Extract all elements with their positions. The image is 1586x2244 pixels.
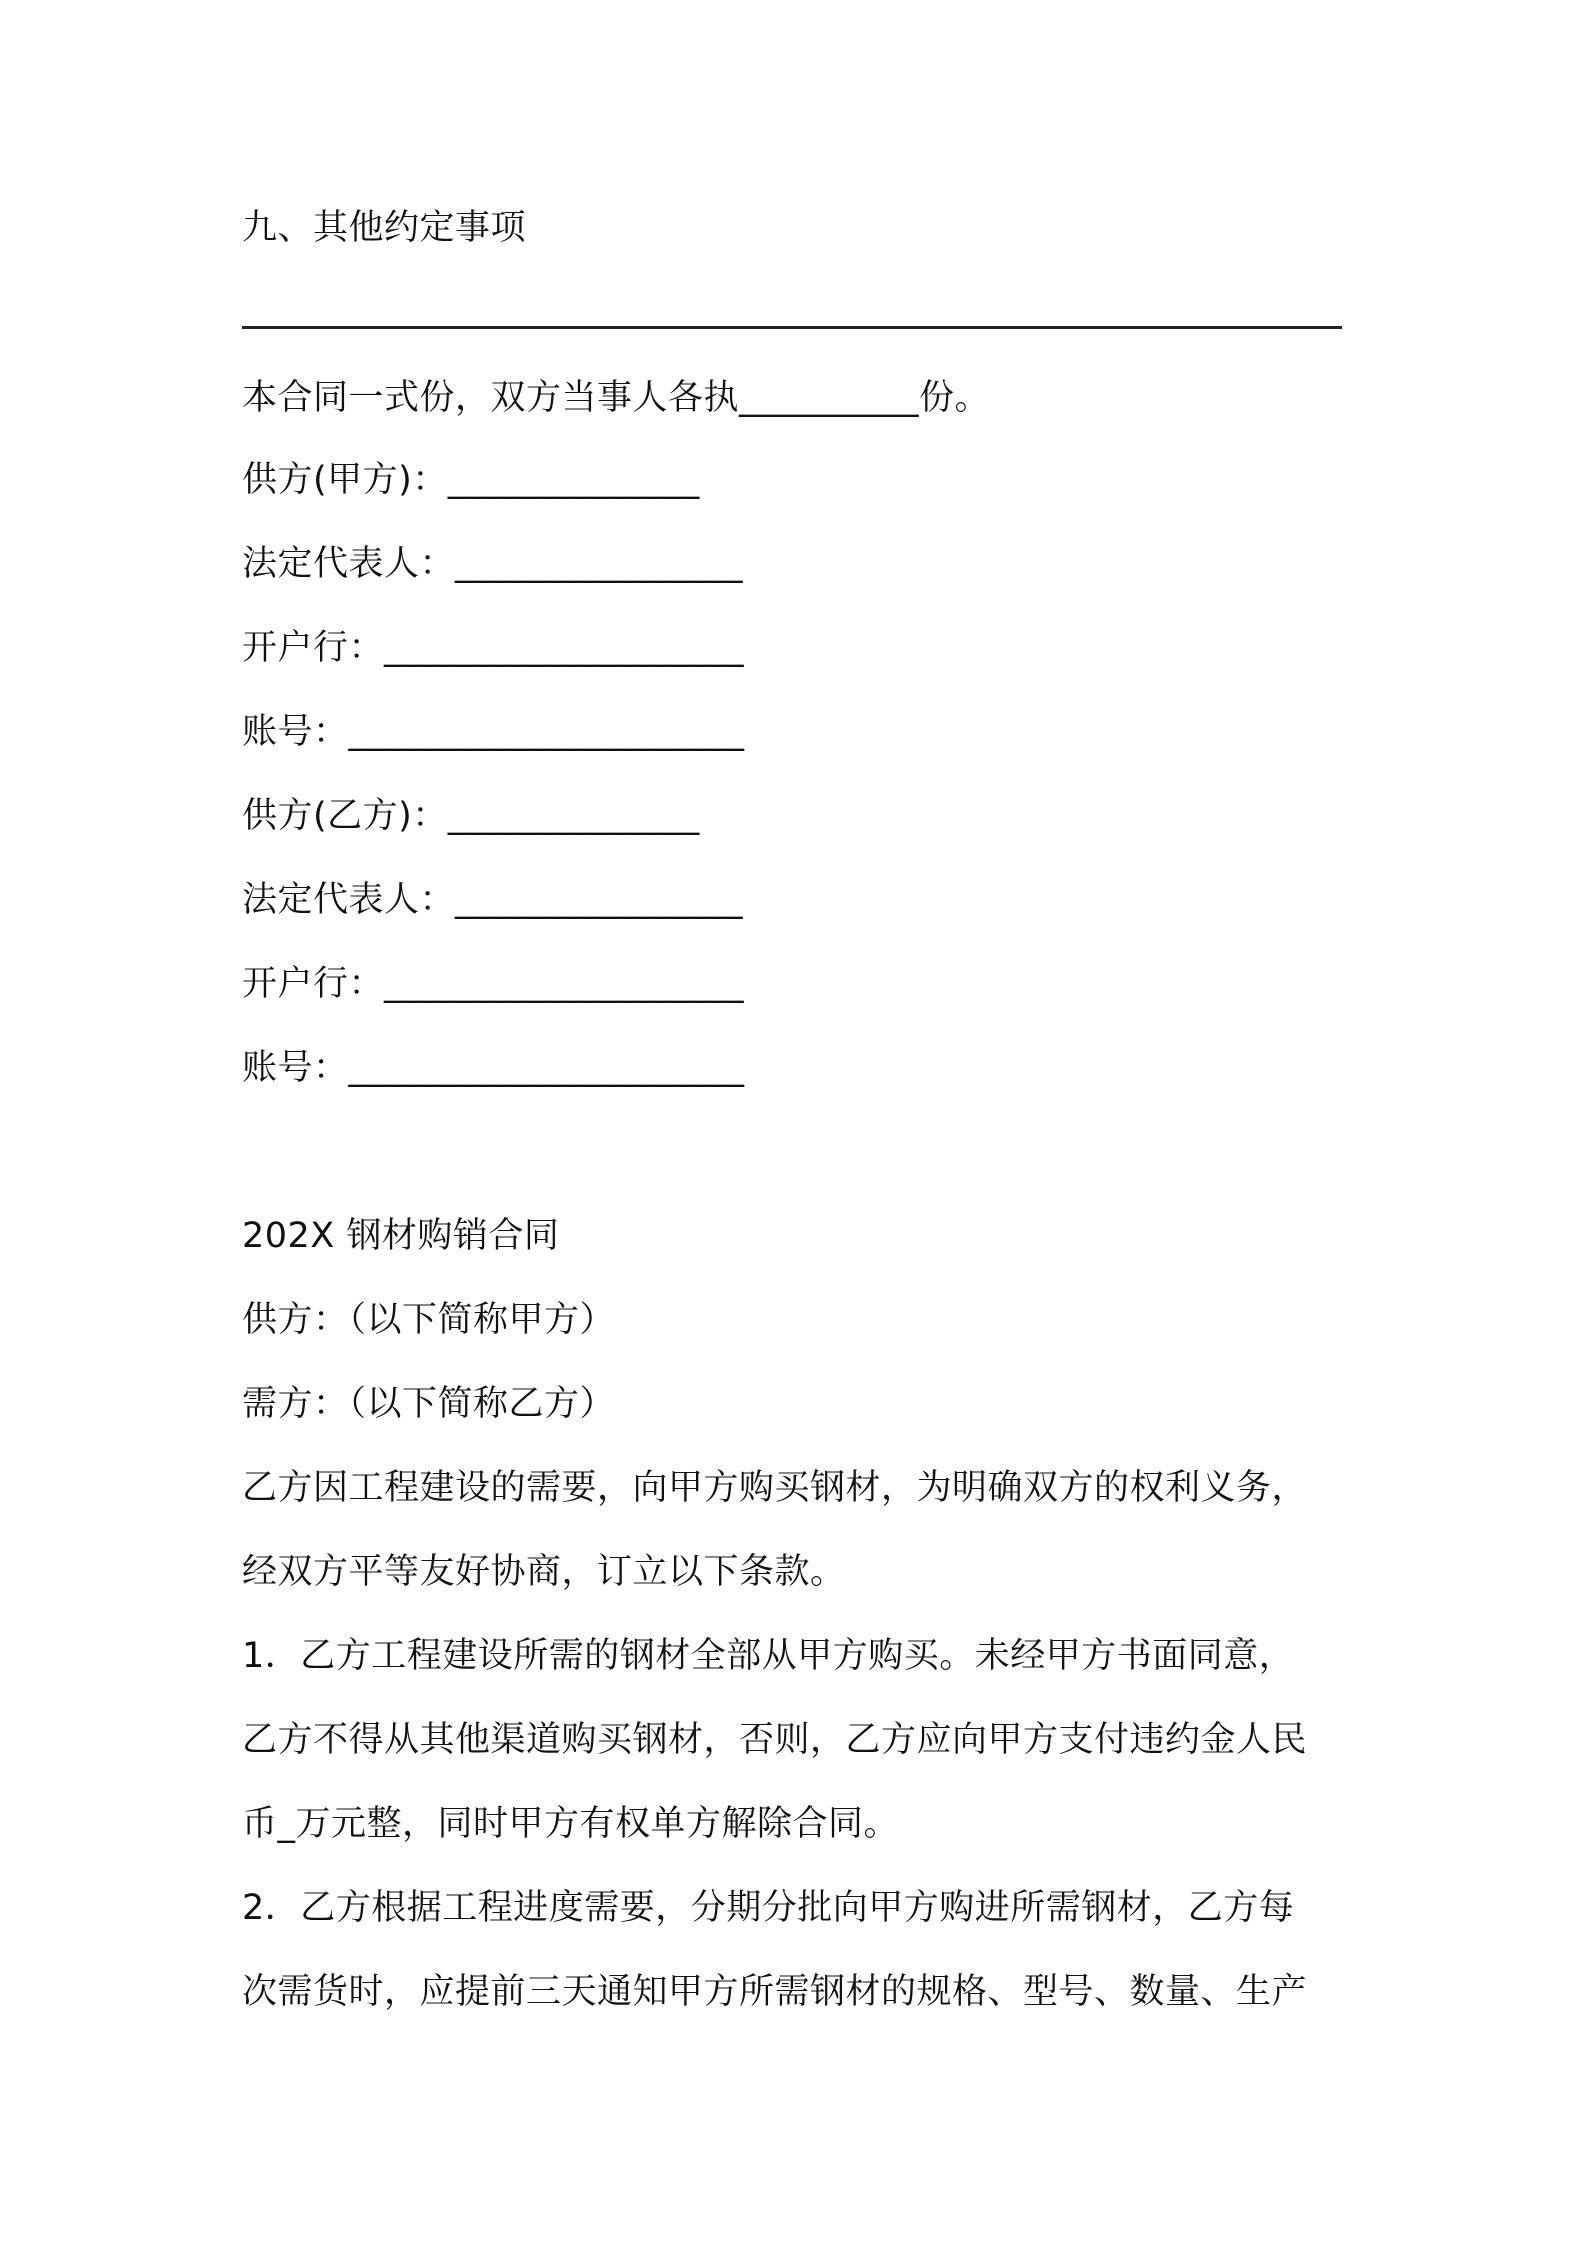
copies-line: 本合同一式份，双方当事人各执__________份。 xyxy=(242,378,991,418)
intro-text-line: 乙方因工程建设的需要，向甲方购买钢材，为明确双方的权利义务， xyxy=(242,1468,1308,1508)
section-heading: 九、其他约定事项 xyxy=(242,208,527,248)
party-a-legal-rep-field: 法定代表人：________________ xyxy=(242,544,744,584)
party-a-account-field: 账号：______________________ xyxy=(242,712,745,752)
clause-1-text-line: 币_万元整，同时甲方有权单方解除合同。 xyxy=(242,1804,900,1844)
party-a-bank-field: 开户行：____________________ xyxy=(242,628,745,668)
contract-title: 202X 钢材购销合同 xyxy=(242,1216,560,1256)
clause-2-text-line: 次需货时，应提前三天通知甲方所需钢材的规格、型号、数量、生产 xyxy=(242,1972,1308,2012)
clause-1-text-line: 1．乙方工程建设所需的钢材全部从甲方购买。未经甲方书面同意， xyxy=(242,1636,1295,1676)
clause-1-text-line: 乙方不得从其他渠道购买钢材，否则，乙方应向甲方支付违约金人民 xyxy=(242,1720,1308,1760)
intro-text-line: 经双方平等友好协商，订立以下条款。 xyxy=(242,1552,846,1592)
party-b-legal-rep-field: 法定代表人：________________ xyxy=(242,880,744,920)
contract-buyer-line: 需方：（以下简称乙方） xyxy=(242,1384,616,1424)
party-b-supplier-field: 供方(乙方)：______________ xyxy=(242,796,700,836)
party-a-supplier-field: 供方(甲方)：______________ xyxy=(242,460,700,500)
party-b-bank-field: 开户行：____________________ xyxy=(242,964,745,1004)
party-b-account-field: 账号：______________________ xyxy=(242,1048,745,1088)
contract-supplier-line: 供方：（以下简称甲方） xyxy=(242,1300,616,1340)
blank-fill-line xyxy=(242,326,1342,329)
clause-2-text-line: 2．乙方根据工程进度需要，分期分批向甲方购进所需钢材，乙方每 xyxy=(242,1888,1295,1928)
